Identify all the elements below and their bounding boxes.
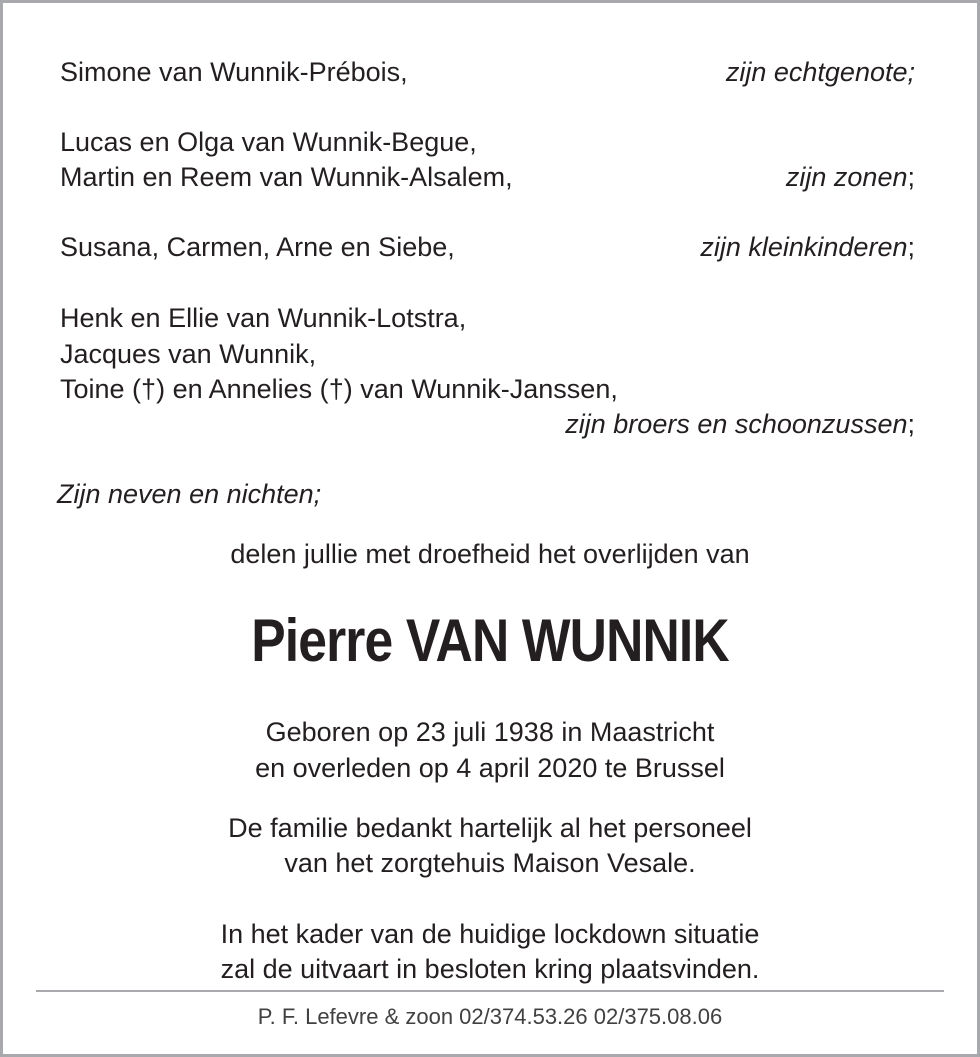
cross-icon: † (328, 374, 344, 404)
spouse-name: Simone van Wunnik-Prébois, (60, 57, 408, 87)
son-line-2: Martin en Reem van Wunnik-Alsalem, (60, 162, 513, 192)
funeral-line-2: zal de uitvaart in besloten kring plaatsvinden. (220, 954, 760, 984)
siblings-role: zijn broers en schoonzussen; (565, 409, 915, 439)
death-line: en overleden op 4 april 2020 te Brussel (255, 753, 725, 783)
deceased-name: Pierre VAN WUNNIK (251, 607, 729, 674)
birth-line: Geboren op 23 juli 1938 in Maastricht (265, 717, 715, 747)
thanks-line-1: De familie bedankt hartelijk al het personeel (228, 813, 752, 843)
sibling-line-2: Jacques van Wunnik, (60, 339, 317, 369)
nephews-text: Zijn neven en nichten; (57, 479, 322, 509)
spouse-role: zijn echtgenote; (725, 57, 915, 87)
funeral-director-footer: P. F. Lefevre & zoon 02/374.53.26 02/375.08.06 (257, 1004, 723, 1029)
thanks-line-2: van het zorgtehuis Maison Vesale. (284, 848, 696, 878)
footer-divider (36, 990, 944, 992)
son-line-1: Lucas en Olga van Wunnik-Begue, (60, 127, 477, 157)
grandchildren-names: Susana, Carmen, Arne en Siebe, (60, 232, 455, 262)
funeral-line-1: In het kader van de huidige lockdown situatie (220, 919, 760, 949)
grandchildren-role: zijn kleinkinderen; (700, 232, 915, 262)
sons-role: zijn zonen; (785, 162, 915, 192)
announcement: delen jullie met droefheid het overlijden van (230, 539, 750, 569)
sibling-line-1: Henk en Ellie van Wunnik-Lotstra, (60, 303, 467, 333)
cross-icon: † (141, 374, 157, 404)
sibling-line-3: Toine (†) en Annelies (†) van Wunnik-Janssen, (60, 374, 618, 404)
